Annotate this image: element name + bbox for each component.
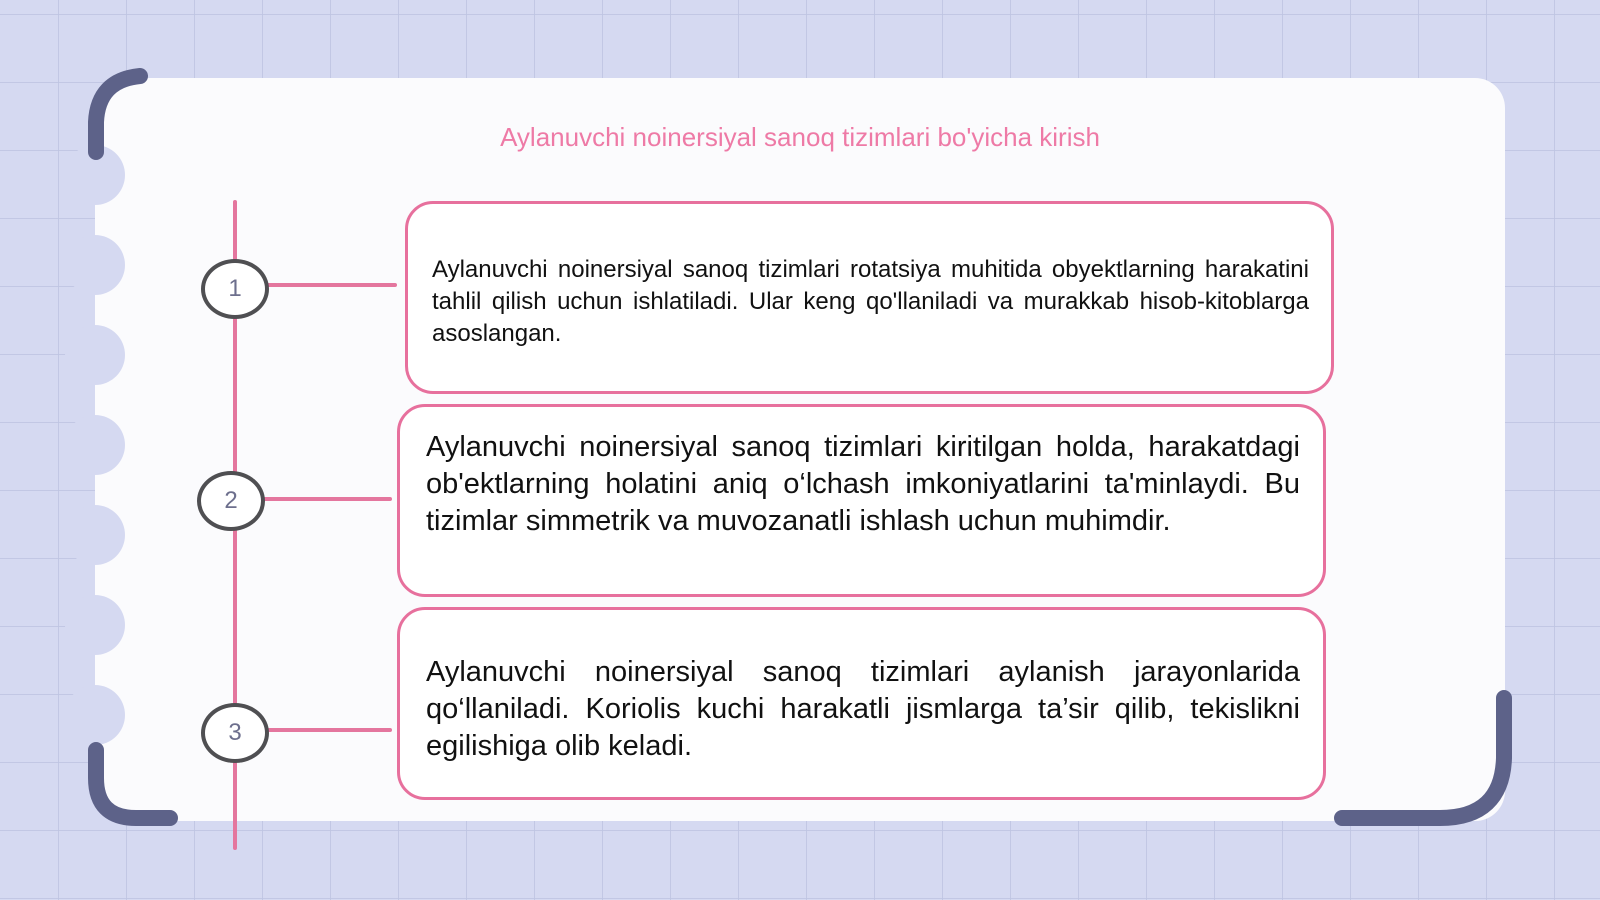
marker-number: 2 <box>224 487 238 514</box>
timeline-text-2: Aylanuvchi noinersiyal sanoq tizimlari kiritilgan holda, harakatdagi ob'ektlarning holatini aniq o‘lchash imkoniyatlarini ta'minlaydi. Bu tizimlar simmetrik va muvozanatli ishlash uchun muhimdir. <box>426 431 1300 537</box>
timeline-connector-1 <box>266 283 397 287</box>
timeline-marker-3 <box>201 703 269 763</box>
corner-bracket-bottom-right <box>1330 688 1514 828</box>
timeline-text-1: Aylanuvchi noinersiyal sanoq tizimlari rotatsiya muhitida obyektlarning harakatini tahlil qilish uchun ishlatiladi. Ular keng qo'llaniladi va murakkab hisob-kitoblarga asoslangan. <box>432 256 1309 347</box>
marker-number: 1 <box>228 275 242 302</box>
timeline-marker-2 <box>197 471 265 531</box>
corner-bracket-bottom-left <box>86 742 182 828</box>
slide-title: Aylanuvchi noinersiyal sanoq tizimlari bo'yicha kirish <box>500 122 1100 152</box>
timeline-box-1 <box>405 201 1334 394</box>
timeline-connector-3 <box>266 728 392 732</box>
marker-number: 3 <box>228 719 242 746</box>
timeline-connector-2 <box>262 497 392 501</box>
timeline-text-3: Aylanuvchi noinersiyal sanoq tizimlari aylanish jarayonlarida qo‘llaniladi. Koriolis kuchi harakatli jismlarga ta’sir qilib, tekislikni egilishiga olib keladi. <box>426 656 1300 762</box>
timeline-marker-1 <box>201 259 269 319</box>
timeline-box-2 <box>397 404 1326 597</box>
timeline-box-3 <box>397 607 1326 800</box>
corner-bracket-top-left <box>86 66 152 162</box>
